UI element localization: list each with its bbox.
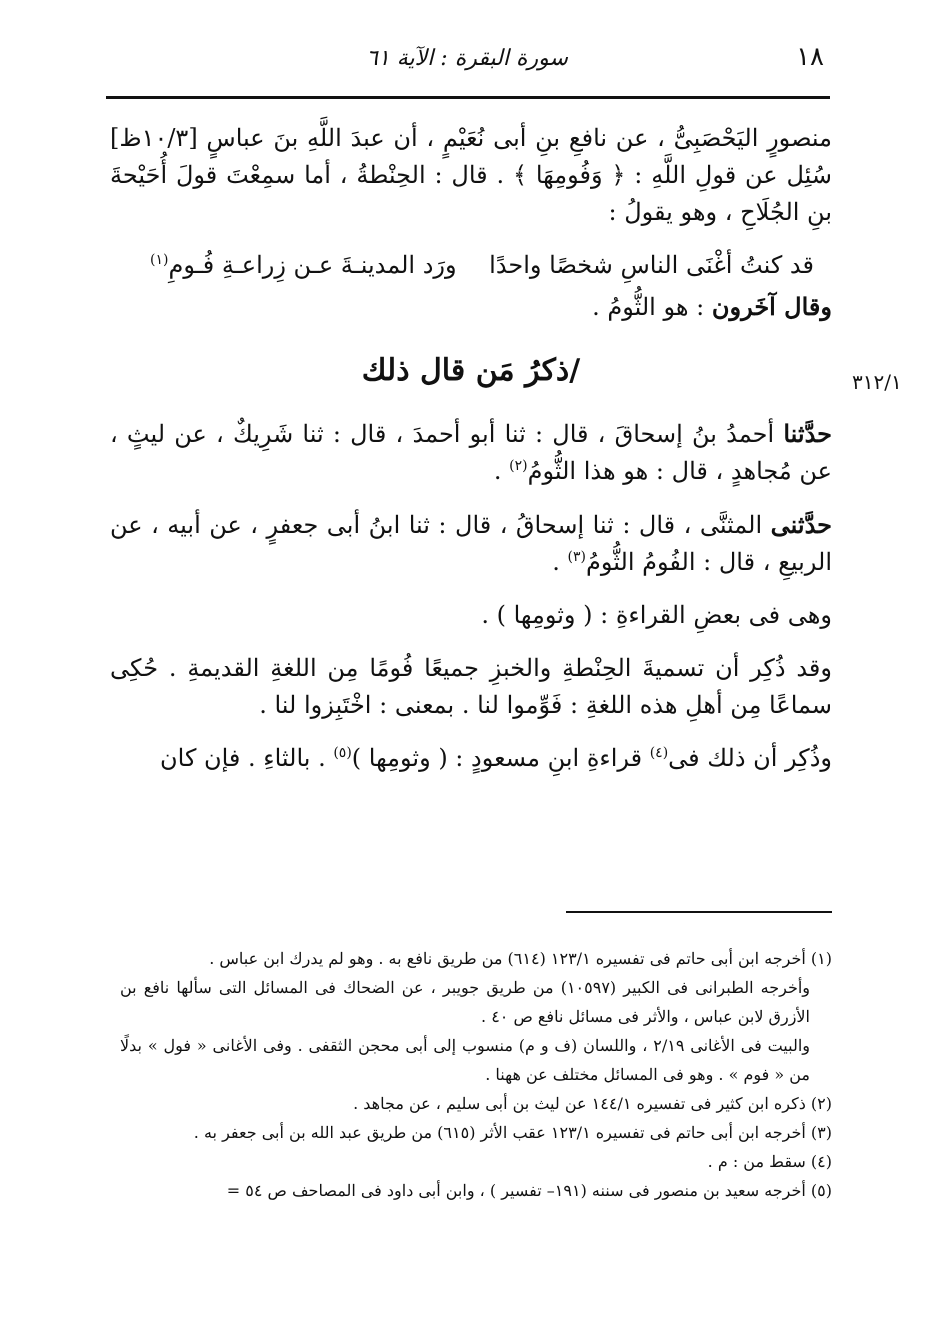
footnote-2: (٢) ذكره ابن كثير فى تفسيره ١٤٤/١ عن ليث بن أبى سليم ، عن مجاهد .: [353, 1094, 832, 1113]
narration-2: [110, 506, 832, 581]
paragraph-others: [110, 288, 832, 326]
verse-first-hemistich: قد كنتُ أغْنَى الناسِ شخصًا واحدًا: [489, 251, 814, 279]
page-header: [106, 38, 828, 88]
narration-1-lead: حدَّثنا: [783, 419, 832, 448]
footnote-marker-2: (٢): [509, 458, 528, 474]
footnote-marker-3: (٣): [567, 549, 587, 565]
footnote-marker-1: (١): [150, 252, 169, 268]
footnote-4: (٤) سقط من : م .: [707, 1152, 832, 1171]
page-number: ١٨: [796, 42, 824, 72]
narration-1-end: .: [493, 457, 510, 485]
narration-2-text: المثنَّى ، قال : ثنا إسحاقُ ، قال : ثنا ابنُ أبى جعفرٍ ، عن أبيه ، عن الربيعِ ، قال : الفُومُ الثُّومُ: [110, 511, 832, 576]
footnote-1: (١) أخرجه ابن أبى حاتم فى تفسيره ١٢٣/١ (٦١٤) من طريق نافع به . وهو لم يدرك ابن عباس .: [209, 949, 832, 968]
others-lead: وقال آخَرون: [711, 292, 832, 321]
narration-1-text: أحمدُ بنُ إسحاقَ ، قال : ثنا أبو أحمدَ ، قال : ثنا شَرِيكٌ ، عن ليثٍ ، عن مُجاهدٍ ، قال : هو هذا الثُّومُ: [110, 420, 832, 485]
last-text-c: . بالثاءِ . فإن كان: [160, 744, 334, 772]
footnotes: [120, 944, 832, 1205]
narration-1: [110, 415, 832, 490]
section-heading: /ذكرُ مَن قال ذلك: [361, 353, 581, 388]
paragraph-reading: وهى فى بعضِ القراءةِ : ( وثومِها ) .: [481, 601, 832, 629]
margin-reference: ٣١٢/١: [852, 370, 902, 394]
main-text: [110, 120, 832, 793]
header-rule: [106, 96, 830, 99]
footnote-marker-5: (٥): [333, 745, 352, 761]
paragraph-opening: منصورٍ اليَحْصَبِىُّ ، عن نافعِ بنِ أبى نُعَيْمٍ ، أن عبدَ اللَّهِ بنَ عباسٍ [١٠/٣ظ] سُئِل عن قولِ اللَّهِ : ﴿ وَفُومِهَا ﴾ . قال : الحِنْطةُ ، أما سمِعْتَ قولَ أُحَيْحةَ بنِ الجُلَاحِ ، وهو يقولُ :: [110, 124, 832, 226]
verse-second-text: ورَد المدينـةَ عـن زِراعـةِ فُـومِ: [168, 251, 457, 279]
footnote-1-verse-note: والبيت فى الأغانى ٢/١٩ ، واللسان (ف و م) منسوب إلى أبى محجن الثقفى . وفى الأغانى « فول » بدلًا من « فوم » . وهو فى المسائل مختلف عن ههنا .: [120, 1036, 810, 1084]
narration-2-lead: حدَّثنى: [770, 510, 832, 539]
paragraph-last: [110, 740, 832, 777]
last-text-a: وذُكِر أن ذلك فى: [668, 744, 832, 772]
narration-2-end: .: [552, 548, 568, 576]
footnote-1-continued: وأخرجه الطبرانى فى الكبير (١٠٥٩٧) من طريق جويبر ، عن الضحاك فى المسائل التى سألها نافع بن الأزرق لابن عباس ، والأثر فى مسائل نافع ص ٤٠ .: [120, 978, 811, 1026]
footnote-marker-4: (٤): [649, 745, 669, 761]
poetry-verse: [110, 247, 832, 284]
verse-second-hemistich: [150, 247, 457, 284]
others-rest: : هو الثُّومُ .: [592, 293, 712, 321]
footnote-rule: [566, 911, 832, 913]
footnote-5: (٥) أخرجه سعيد بن منصور فى سننه (١٩١– تفسير ) ، وابن أبى داود فى المصاحف ص ٥٤ =: [226, 1181, 832, 1200]
paragraph-lexicon: وقد ذُكِر أن تسميةَ الحِنْطةِ والخبزِ جميعًا فُومًا مِن اللغةِ القديمةِ . حُكِى سماعًا مِن أهلِ هذه اللغةِ : فَوِّموا لنا . بمعنى : اخْتَبِزوا لنا .: [110, 654, 832, 719]
footnote-3: (٣) أخرجه ابن أبى حاتم فى تفسيره ١٢٣/١ عقب الأثر (٦١٥) من طريق عبد الله بن أبى جعفر به .: [193, 1123, 832, 1142]
last-text-b: قراءةِ ابنِ مسعودٍ : ( وثومِها ): [351, 744, 650, 772]
running-title: سورة البقرة : الآية ٦١: [366, 46, 568, 71]
